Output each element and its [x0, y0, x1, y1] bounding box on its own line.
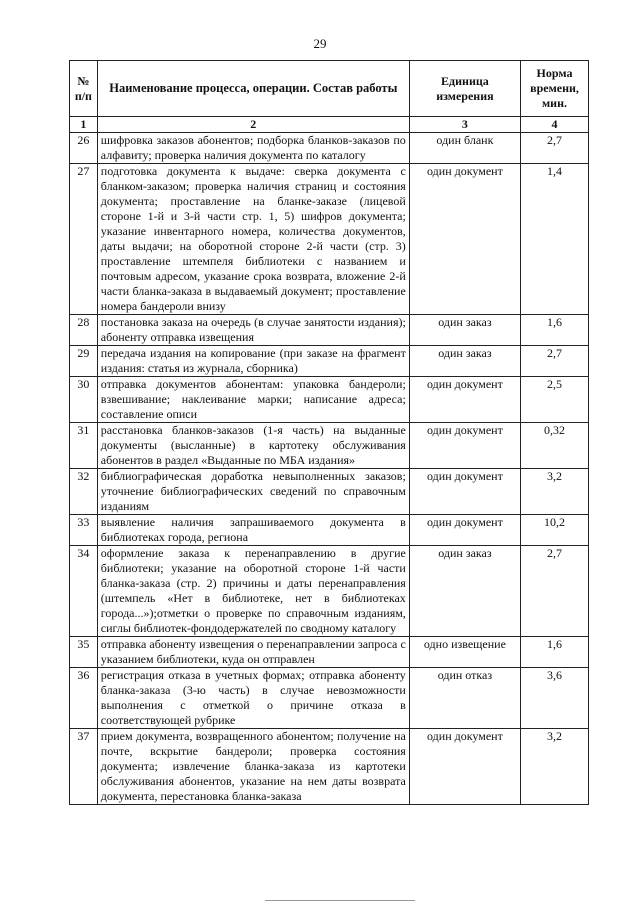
column-index: 2 — [97, 117, 409, 133]
row-norm: 2,7 — [521, 133, 589, 164]
row-operation: оформление заказа к перенаправлению в другие библиотеки; указание на оборотной стороне 1-й части бланка-заказа (стр. 2) причины и даты перенаправления (штемпель «Нет в библиотеке, нет в библиотеках города...»);отметки о проверке по справочным изданиям, сиглы библиотек-фондодержателей по сводному каталогу — [97, 546, 409, 637]
row-number: 28 — [70, 315, 98, 346]
table-row — [70, 469, 589, 515]
row-unit: один документ — [409, 515, 520, 546]
time-norms-table — [69, 60, 589, 805]
row-norm: 1,6 — [521, 315, 589, 346]
row-unit: один документ — [409, 729, 520, 805]
row-number: 26 — [70, 133, 98, 164]
table-row — [70, 133, 589, 164]
row-norm: 2,7 — [521, 346, 589, 377]
table-row — [70, 546, 589, 637]
row-norm: 10,2 — [521, 515, 589, 546]
row-number: 35 — [70, 637, 98, 668]
row-unit: одно извещение — [409, 637, 520, 668]
header-name: Наименование процесса, операции. Состав работы — [97, 61, 409, 117]
column-index-row — [70, 117, 589, 133]
row-operation: шифровка заказов абонентов; подборка бланков-заказов по алфавиту; проверка наличия документа по каталогу — [97, 133, 409, 164]
row-norm: 3,2 — [521, 469, 589, 515]
row-unit: один документ — [409, 164, 520, 315]
row-number: 29 — [70, 346, 98, 377]
row-norm: 0,32 — [521, 423, 589, 469]
row-unit: один документ — [409, 469, 520, 515]
column-index: 4 — [521, 117, 589, 133]
row-operation: выявление наличия запрашиваемого документа в библиотеках города, региона — [97, 515, 409, 546]
row-unit: один заказ — [409, 546, 520, 637]
table-header-row — [70, 61, 589, 117]
row-number: 30 — [70, 377, 98, 423]
row-operation: регистрация отказа в учетных формах; отправка абоненту бланка-заказа (3-ю часть) в случае невозможности выполнения с отметкой о причине отказа в соответствующей рубрике — [97, 668, 409, 729]
row-unit: один заказ — [409, 346, 520, 377]
row-operation: постановка заказа на очередь (в случае занятости издания); абоненту отправка извещения — [97, 315, 409, 346]
row-operation: отправка документов абонентам: упаковка бандероли; взвешивание; наклеивание марки; написание адреса; составление описи — [97, 377, 409, 423]
row-unit: один отказ — [409, 668, 520, 729]
row-operation: передача издания на копирование (при заказе на фрагмент издания: статья из журнала, сборника) — [97, 346, 409, 377]
column-index: 1 — [70, 117, 98, 133]
row-number: 34 — [70, 546, 98, 637]
row-operation: библиографическая доработка невыполненных заказов; уточнение библиографических сведений по справочным изданиям — [97, 469, 409, 515]
table-row — [70, 637, 589, 668]
header-num: № п/п — [70, 61, 98, 117]
row-number: 31 — [70, 423, 98, 469]
scan-edge-line — [265, 900, 415, 901]
table-row — [70, 346, 589, 377]
row-number: 33 — [70, 515, 98, 546]
table-row — [70, 377, 589, 423]
row-number: 27 — [70, 164, 98, 315]
table-row — [70, 729, 589, 805]
column-index: 3 — [409, 117, 520, 133]
header-unit: Единица измерения — [409, 61, 520, 117]
row-unit: один заказ — [409, 315, 520, 346]
row-norm: 1,4 — [521, 164, 589, 315]
row-unit: один документ — [409, 423, 520, 469]
row-operation: прием документа, возвращенного абонентом; получение на почте, вскрытие бандероли; проверка состояния документа; извлечение бланка-заказа из картотеки обслуживания абонентов, указание на нем даты возврата документа, перестановка бланка-заказа — [97, 729, 409, 805]
table-row — [70, 315, 589, 346]
header-norm: Норма времени, мин. — [521, 61, 589, 117]
row-unit: один бланк — [409, 133, 520, 164]
table-row — [70, 164, 589, 315]
row-operation: подготовка документа к выдаче: сверка документа с бланком-заказом; проверка наличия страниц и состояния документа; проставление на бланке-заказе (лицевой стороне 1-й и 3-й части стр. 1, 5) шифров документа; указание инвентарного номера, количества документов, даты выдачи; на оборотной стороне 2-й части (стр. 3) проставление штемпеля библиотеки с названием и почтовым адресом, указание срока возврата, вложение 2-й части бланка-заказа в выдаваемый документ; проставление номера бандероли внизу — [97, 164, 409, 315]
row-operation: расстановка бланков-заказов (1-я часть) на выданные документы (высланные) в картотеку обслуживания абонентов в раздел «Выданные по МБА издания» — [97, 423, 409, 469]
row-number: 32 — [70, 469, 98, 515]
row-operation: отправка абоненту извещения о перенаправлении запроса с указанием библиотеки, куда он отправлен — [97, 637, 409, 668]
row-norm: 2,5 — [521, 377, 589, 423]
row-number: 36 — [70, 668, 98, 729]
row-norm: 3,6 — [521, 668, 589, 729]
page-number: 29 — [313, 36, 327, 51]
row-unit: один документ — [409, 377, 520, 423]
row-number: 37 — [70, 729, 98, 805]
row-norm: 2,7 — [521, 546, 589, 637]
row-norm: 1,6 — [521, 637, 589, 668]
table-row — [70, 668, 589, 729]
table-row — [70, 423, 589, 469]
table-row — [70, 515, 589, 546]
row-norm: 3,2 — [521, 729, 589, 805]
